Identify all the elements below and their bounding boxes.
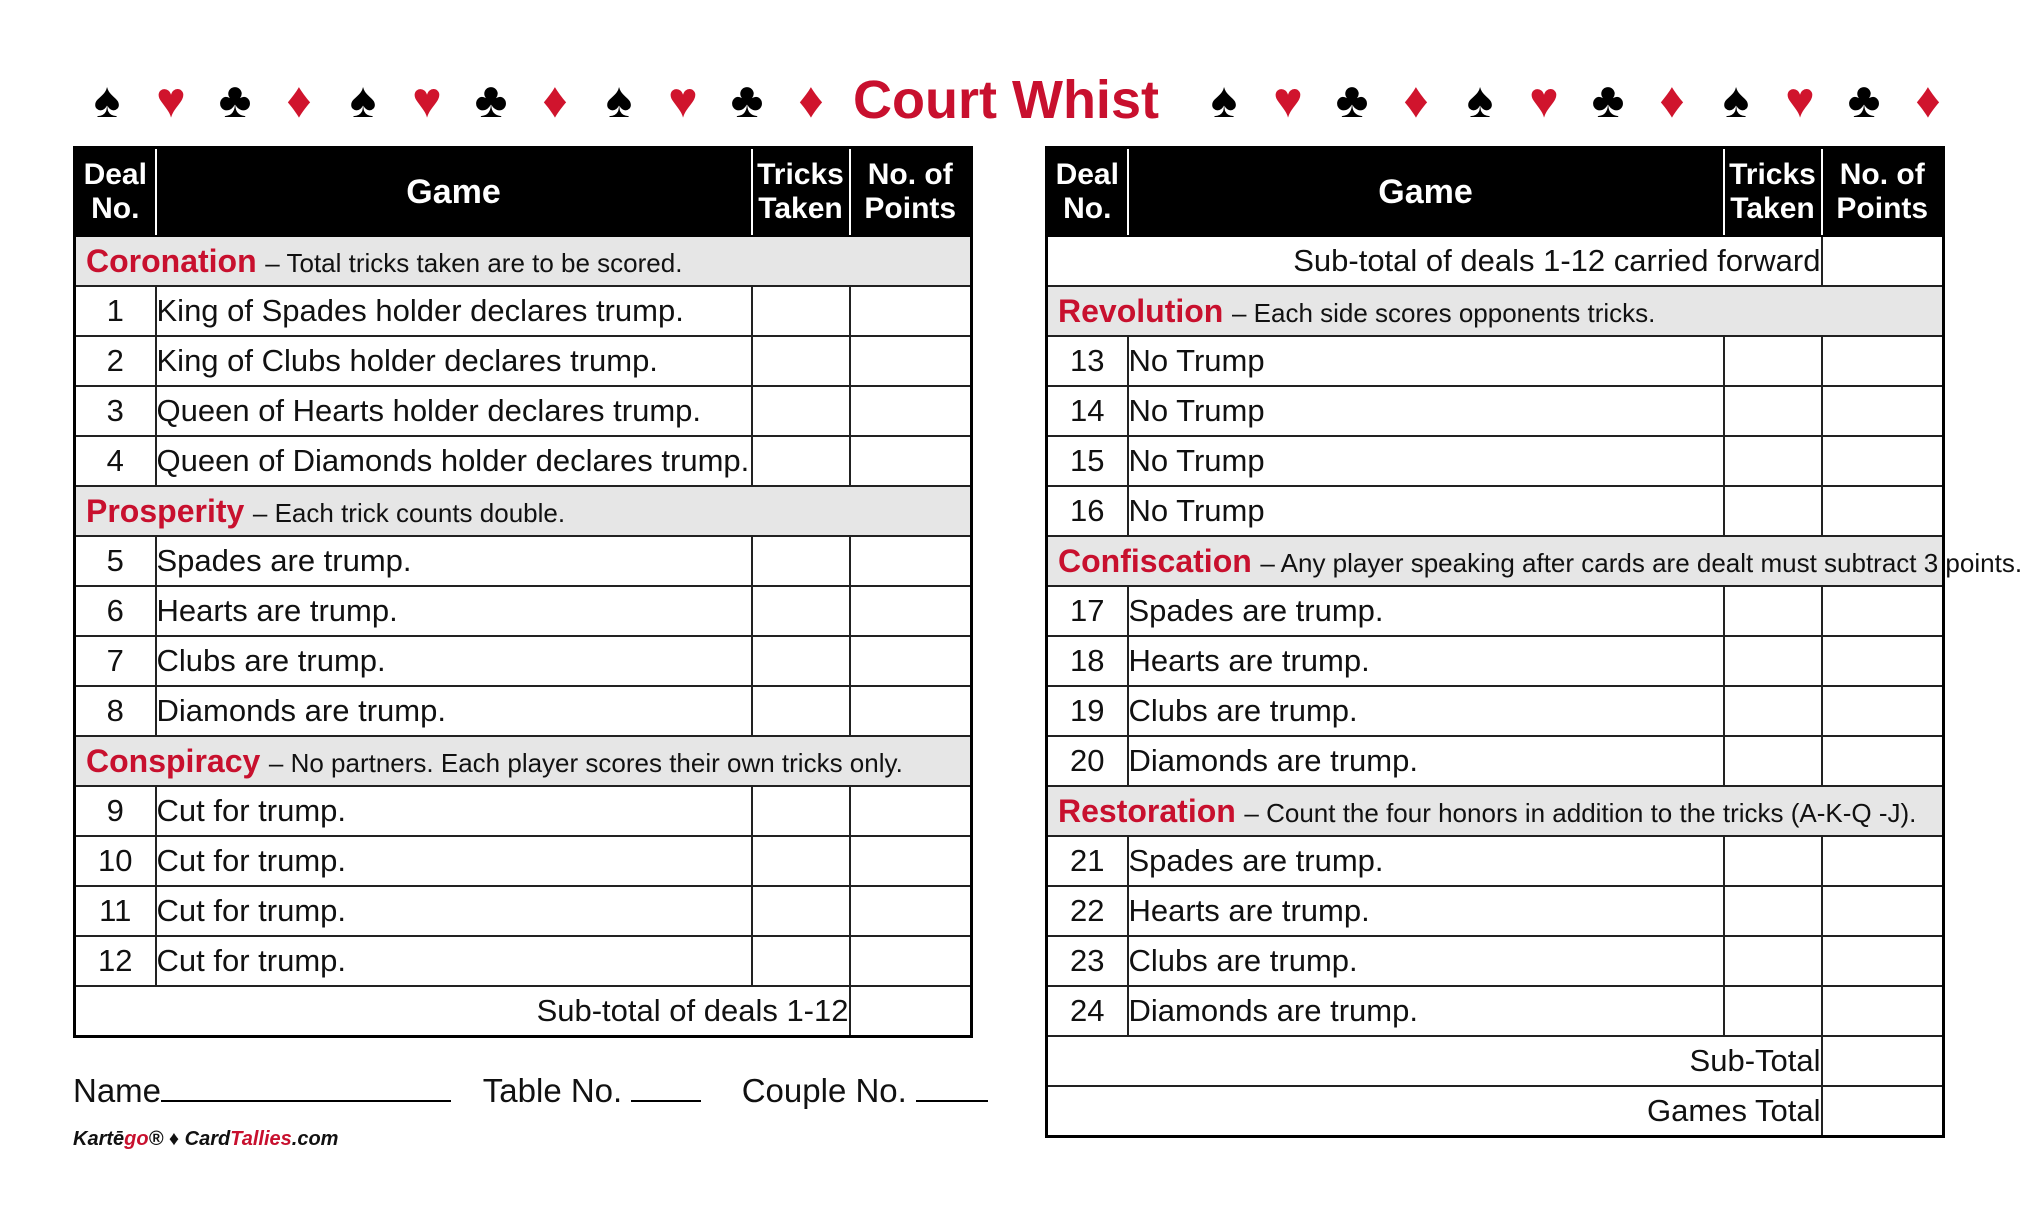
game-description: King of Spades holder declares trump.	[156, 286, 752, 336]
points-cell[interactable]	[1822, 686, 1944, 736]
tricks-taken-cell[interactable]	[752, 686, 850, 736]
points-cell[interactable]	[850, 436, 972, 486]
points-cell[interactable]	[850, 636, 972, 686]
subtotal-label: Sub-Total	[1047, 1036, 1822, 1086]
points-cell[interactable]	[850, 386, 972, 436]
tricks-taken-cell[interactable]	[1724, 336, 1822, 386]
tricks-taken-header: Tricks Taken	[752, 148, 850, 237]
couple-no-label: Couple No.	[741, 1072, 907, 1109]
section-name: Confiscation	[1058, 542, 1252, 579]
deal-number: 7	[75, 636, 156, 686]
section-name: Revolution	[1058, 292, 1224, 329]
club-icon: ♣	[474, 72, 508, 128]
deal-row	[75, 536, 972, 586]
deal-row	[75, 386, 972, 436]
deal-row	[1047, 836, 1944, 886]
points-cell[interactable]	[1822, 486, 1944, 536]
spade-icon: ♠	[605, 72, 633, 128]
club-icon: ♣	[218, 72, 252, 128]
subtotal-label: Sub-total of deals 1-12	[75, 986, 850, 1037]
diamond-icon: ♦	[798, 72, 824, 128]
deal-number: 12	[75, 936, 156, 986]
heart-icon: ♥	[1273, 72, 1303, 128]
game-description: Hearts are trump.	[1128, 886, 1724, 936]
diamond-icon: ♦	[1403, 72, 1429, 128]
game-description: Cut for trump.	[156, 836, 752, 886]
deal-number: 13	[1047, 336, 1128, 386]
section-header-row	[75, 486, 972, 536]
deal-row	[1047, 436, 1944, 486]
name-label: Name	[73, 1072, 162, 1109]
spade-icon: ♠	[1722, 72, 1750, 128]
deal-number: 20	[1047, 736, 1128, 786]
points-cell[interactable]	[1822, 886, 1944, 936]
tricks-taken-cell[interactable]	[1724, 986, 1822, 1036]
points-cell[interactable]	[1822, 986, 1944, 1036]
deal-number: 23	[1047, 936, 1128, 986]
diamond-separator-icon: ♦	[168, 1128, 180, 1150]
section-description: – Any player speaking after cards are dealt must subtract 3 points.	[1260, 547, 2022, 578]
deal-row	[1047, 636, 1944, 686]
suit-row-left	[75, 60, 843, 140]
table-header-row	[1047, 148, 1944, 237]
game-header: Game	[1128, 148, 1724, 237]
tricks-taken-cell[interactable]	[1724, 436, 1822, 486]
brand-line	[73, 1128, 338, 1151]
deal-number: 1	[75, 286, 156, 336]
tricks-taken-cell[interactable]	[752, 536, 850, 586]
points-cell[interactable]	[850, 936, 972, 986]
table-header-row	[75, 148, 972, 237]
tricks-taken-cell[interactable]	[752, 836, 850, 886]
deal-number: 18	[1047, 636, 1128, 686]
score-table-left	[73, 146, 973, 1038]
carried-forward-row	[1047, 236, 1944, 286]
spade-icon: ♠	[1210, 72, 1238, 128]
tricks-taken-cell[interactable]	[1724, 586, 1822, 636]
tricks-taken-cell[interactable]	[752, 886, 850, 936]
game-description: No Trump	[1128, 486, 1724, 536]
deal-number: 16	[1047, 486, 1128, 536]
name-field[interactable]	[161, 1070, 451, 1102]
deal-row	[1047, 986, 1944, 1036]
deal-row	[1047, 336, 1944, 386]
section-description: – No partners. Each player scores their own tricks only.	[268, 747, 903, 778]
club-icon: ♣	[1335, 72, 1369, 128]
deal-number: 22	[1047, 886, 1128, 936]
deal-row	[75, 886, 972, 936]
deal-number: 17	[1047, 586, 1128, 636]
game-description: No Trump	[1128, 386, 1724, 436]
spade-icon: ♠	[1466, 72, 1494, 128]
section-name: Prosperity	[86, 492, 245, 529]
section-description: – Count the four honors in addition to the tricks (A-K-Q -J).	[1244, 797, 1917, 828]
section-name: Conspiracy	[86, 742, 261, 779]
deal-no-header: Deal No.	[75, 148, 156, 237]
tricks-taken-cell[interactable]	[752, 436, 850, 486]
deal-row	[75, 936, 972, 986]
tricks-taken-cell[interactable]	[752, 786, 850, 836]
tricks-taken-cell[interactable]	[1724, 686, 1822, 736]
deal-row	[75, 636, 972, 686]
club-icon: ♣	[730, 72, 764, 128]
tricks-taken-cell[interactable]	[752, 936, 850, 986]
section-header-row	[1047, 536, 1944, 586]
game-description: Clubs are trump.	[1128, 686, 1724, 736]
spade-icon: ♠	[349, 72, 377, 128]
game-description: Queen of Diamonds holder declares trump.	[156, 436, 752, 486]
tricks-taken-cell[interactable]	[1724, 636, 1822, 686]
section-description: – Each trick counts double.	[252, 497, 566, 528]
tricks-taken-cell[interactable]	[752, 286, 850, 336]
points-cell[interactable]	[1822, 736, 1944, 786]
section-name: Coronation	[86, 242, 257, 279]
tricks-taken-cell[interactable]	[1724, 836, 1822, 886]
game-description: Diamonds are trump.	[1128, 986, 1724, 1036]
deal-row	[1047, 886, 1944, 936]
header	[0, 60, 2000, 140]
diamond-icon: ♦	[542, 72, 568, 128]
deal-number: 5	[75, 536, 156, 586]
deal-row	[75, 336, 972, 386]
games-total-label: Games Total	[1047, 1086, 1822, 1137]
deal-row	[1047, 486, 1944, 536]
heart-icon: ♥	[668, 72, 698, 128]
points-cell[interactable]	[1822, 936, 1944, 986]
deal-number: 9	[75, 786, 156, 836]
section-description: – Each side scores opponents tricks.	[1231, 297, 1656, 328]
tricks-taken-cell[interactable]	[1724, 936, 1822, 986]
deal-number: 21	[1047, 836, 1128, 886]
section-header-row	[1047, 286, 1944, 336]
subtotal-row	[75, 986, 972, 1037]
club-icon: ♣	[1591, 72, 1625, 128]
points-cell[interactable]	[850, 336, 972, 386]
section-header-row	[1047, 786, 1944, 836]
points-cell[interactable]	[850, 686, 972, 736]
deal-number: 24	[1047, 986, 1128, 1036]
game-description: Cut for trump.	[156, 886, 752, 936]
tricks-taken-header: Tricks Taken	[1724, 148, 1822, 237]
deal-row	[1047, 736, 1944, 786]
games-total-points-cell[interactable]	[1822, 1086, 1944, 1137]
game-description: Spades are trump.	[1128, 586, 1724, 636]
deal-row	[75, 286, 972, 336]
points-header: No. of Points	[1822, 148, 1944, 237]
section-name: Restoration	[1058, 792, 1236, 829]
deal-number: 14	[1047, 386, 1128, 436]
deal-number: 10	[75, 836, 156, 886]
deal-number: 8	[75, 686, 156, 736]
carried-forward-points-cell[interactable]	[1822, 236, 1944, 286]
game-description: Diamonds are trump.	[1128, 736, 1724, 786]
game-description: Cut for trump.	[156, 786, 752, 836]
points-cell[interactable]	[850, 286, 972, 336]
game-description: No Trump	[1128, 336, 1724, 386]
suit-row-right	[1192, 60, 1960, 140]
carried-forward-label: Sub-total of deals 1-12 carried forward	[1047, 236, 1822, 286]
diamond-icon: ♦	[1915, 72, 1941, 128]
points-cell[interactable]	[1822, 636, 1944, 686]
spade-icon: ♠	[93, 72, 121, 128]
subtotal-points-cell[interactable]	[1822, 1036, 1944, 1086]
tricks-taken-cell[interactable]	[752, 336, 850, 386]
game-description: No Trump	[1128, 436, 1724, 486]
tricks-taken-cell[interactable]	[752, 636, 850, 686]
deal-number: 2	[75, 336, 156, 386]
game-description: King of Clubs holder declares trump.	[156, 336, 752, 386]
points-cell[interactable]	[850, 836, 972, 886]
section-header-row	[75, 236, 972, 286]
tricks-taken-cell[interactable]	[1724, 886, 1822, 936]
points-cell[interactable]	[1822, 586, 1944, 636]
deal-row	[75, 436, 972, 486]
game-description: Spades are trump.	[156, 536, 752, 586]
heart-icon: ♥	[1529, 72, 1559, 128]
couple-no-field[interactable]	[916, 1070, 988, 1102]
deal-number: 4	[75, 436, 156, 486]
score-table-right	[1045, 146, 2022, 1138]
game-header: Game	[156, 148, 752, 237]
tricks-taken-cell[interactable]	[1724, 386, 1822, 436]
deal-row	[75, 586, 972, 636]
game-description: Spades are trump.	[1128, 836, 1724, 886]
table-no-field[interactable]	[631, 1070, 701, 1102]
deal-number: 15	[1047, 436, 1128, 486]
game-description: Queen of Hearts holder declares trump.	[156, 386, 752, 436]
tricks-taken-cell[interactable]	[1724, 486, 1822, 536]
deal-row	[1047, 686, 1944, 736]
games-total-row	[1047, 1086, 1944, 1137]
points-cell[interactable]	[1822, 836, 1944, 886]
points-cell[interactable]	[850, 886, 972, 936]
deal-row	[1047, 386, 1944, 436]
heart-icon: ♥	[412, 72, 442, 128]
tricks-taken-cell[interactable]	[752, 586, 850, 636]
deal-number: 11	[75, 886, 156, 936]
game-description: Diamonds are trump.	[156, 686, 752, 736]
section-description: – Total tricks taken are to be scored.	[265, 247, 683, 278]
kartego-logo: Kartēgo®	[73, 1128, 164, 1150]
points-cell[interactable]	[850, 536, 972, 586]
deal-no-header: Deal No.	[1047, 148, 1128, 237]
club-icon: ♣	[1847, 72, 1881, 128]
deal-number: 19	[1047, 686, 1128, 736]
points-cell[interactable]	[850, 586, 972, 636]
game-description: Clubs are trump.	[156, 636, 752, 686]
tricks-taken-cell[interactable]	[1724, 736, 1822, 786]
deal-number: 6	[75, 586, 156, 636]
deal-row	[1047, 936, 1944, 986]
heart-icon: ♥	[1785, 72, 1815, 128]
tricks-taken-cell[interactable]	[752, 386, 850, 436]
player-info-line	[73, 1070, 988, 1110]
deal-number: 3	[75, 386, 156, 436]
deal-row	[75, 836, 972, 886]
heart-icon: ♥	[156, 72, 186, 128]
points-cell[interactable]	[1822, 336, 1944, 386]
diamond-icon: ♦	[286, 72, 312, 128]
subtotal-row	[1047, 1036, 1944, 1086]
points-cell[interactable]	[1822, 386, 1944, 436]
points-cell[interactable]	[1822, 436, 1944, 486]
points-cell[interactable]	[850, 786, 972, 836]
table-no-label: Table No.	[482, 1072, 623, 1109]
deal-row	[75, 686, 972, 736]
section-header-row	[75, 736, 972, 786]
deal-row	[75, 786, 972, 836]
game-description: Hearts are trump.	[156, 586, 752, 636]
deal-row	[1047, 586, 1944, 636]
game-description: Hearts are trump.	[1128, 636, 1724, 686]
cardtallies-link[interactable]: CardTallies.com	[184, 1128, 339, 1150]
points-header: No. of Points	[850, 148, 972, 237]
game-description: Clubs are trump.	[1128, 936, 1724, 986]
diamond-icon: ♦	[1659, 72, 1685, 128]
page-title: Court Whist	[853, 70, 1159, 130]
subtotal-points-cell[interactable]	[850, 986, 972, 1037]
game-description: Cut for trump.	[156, 936, 752, 986]
